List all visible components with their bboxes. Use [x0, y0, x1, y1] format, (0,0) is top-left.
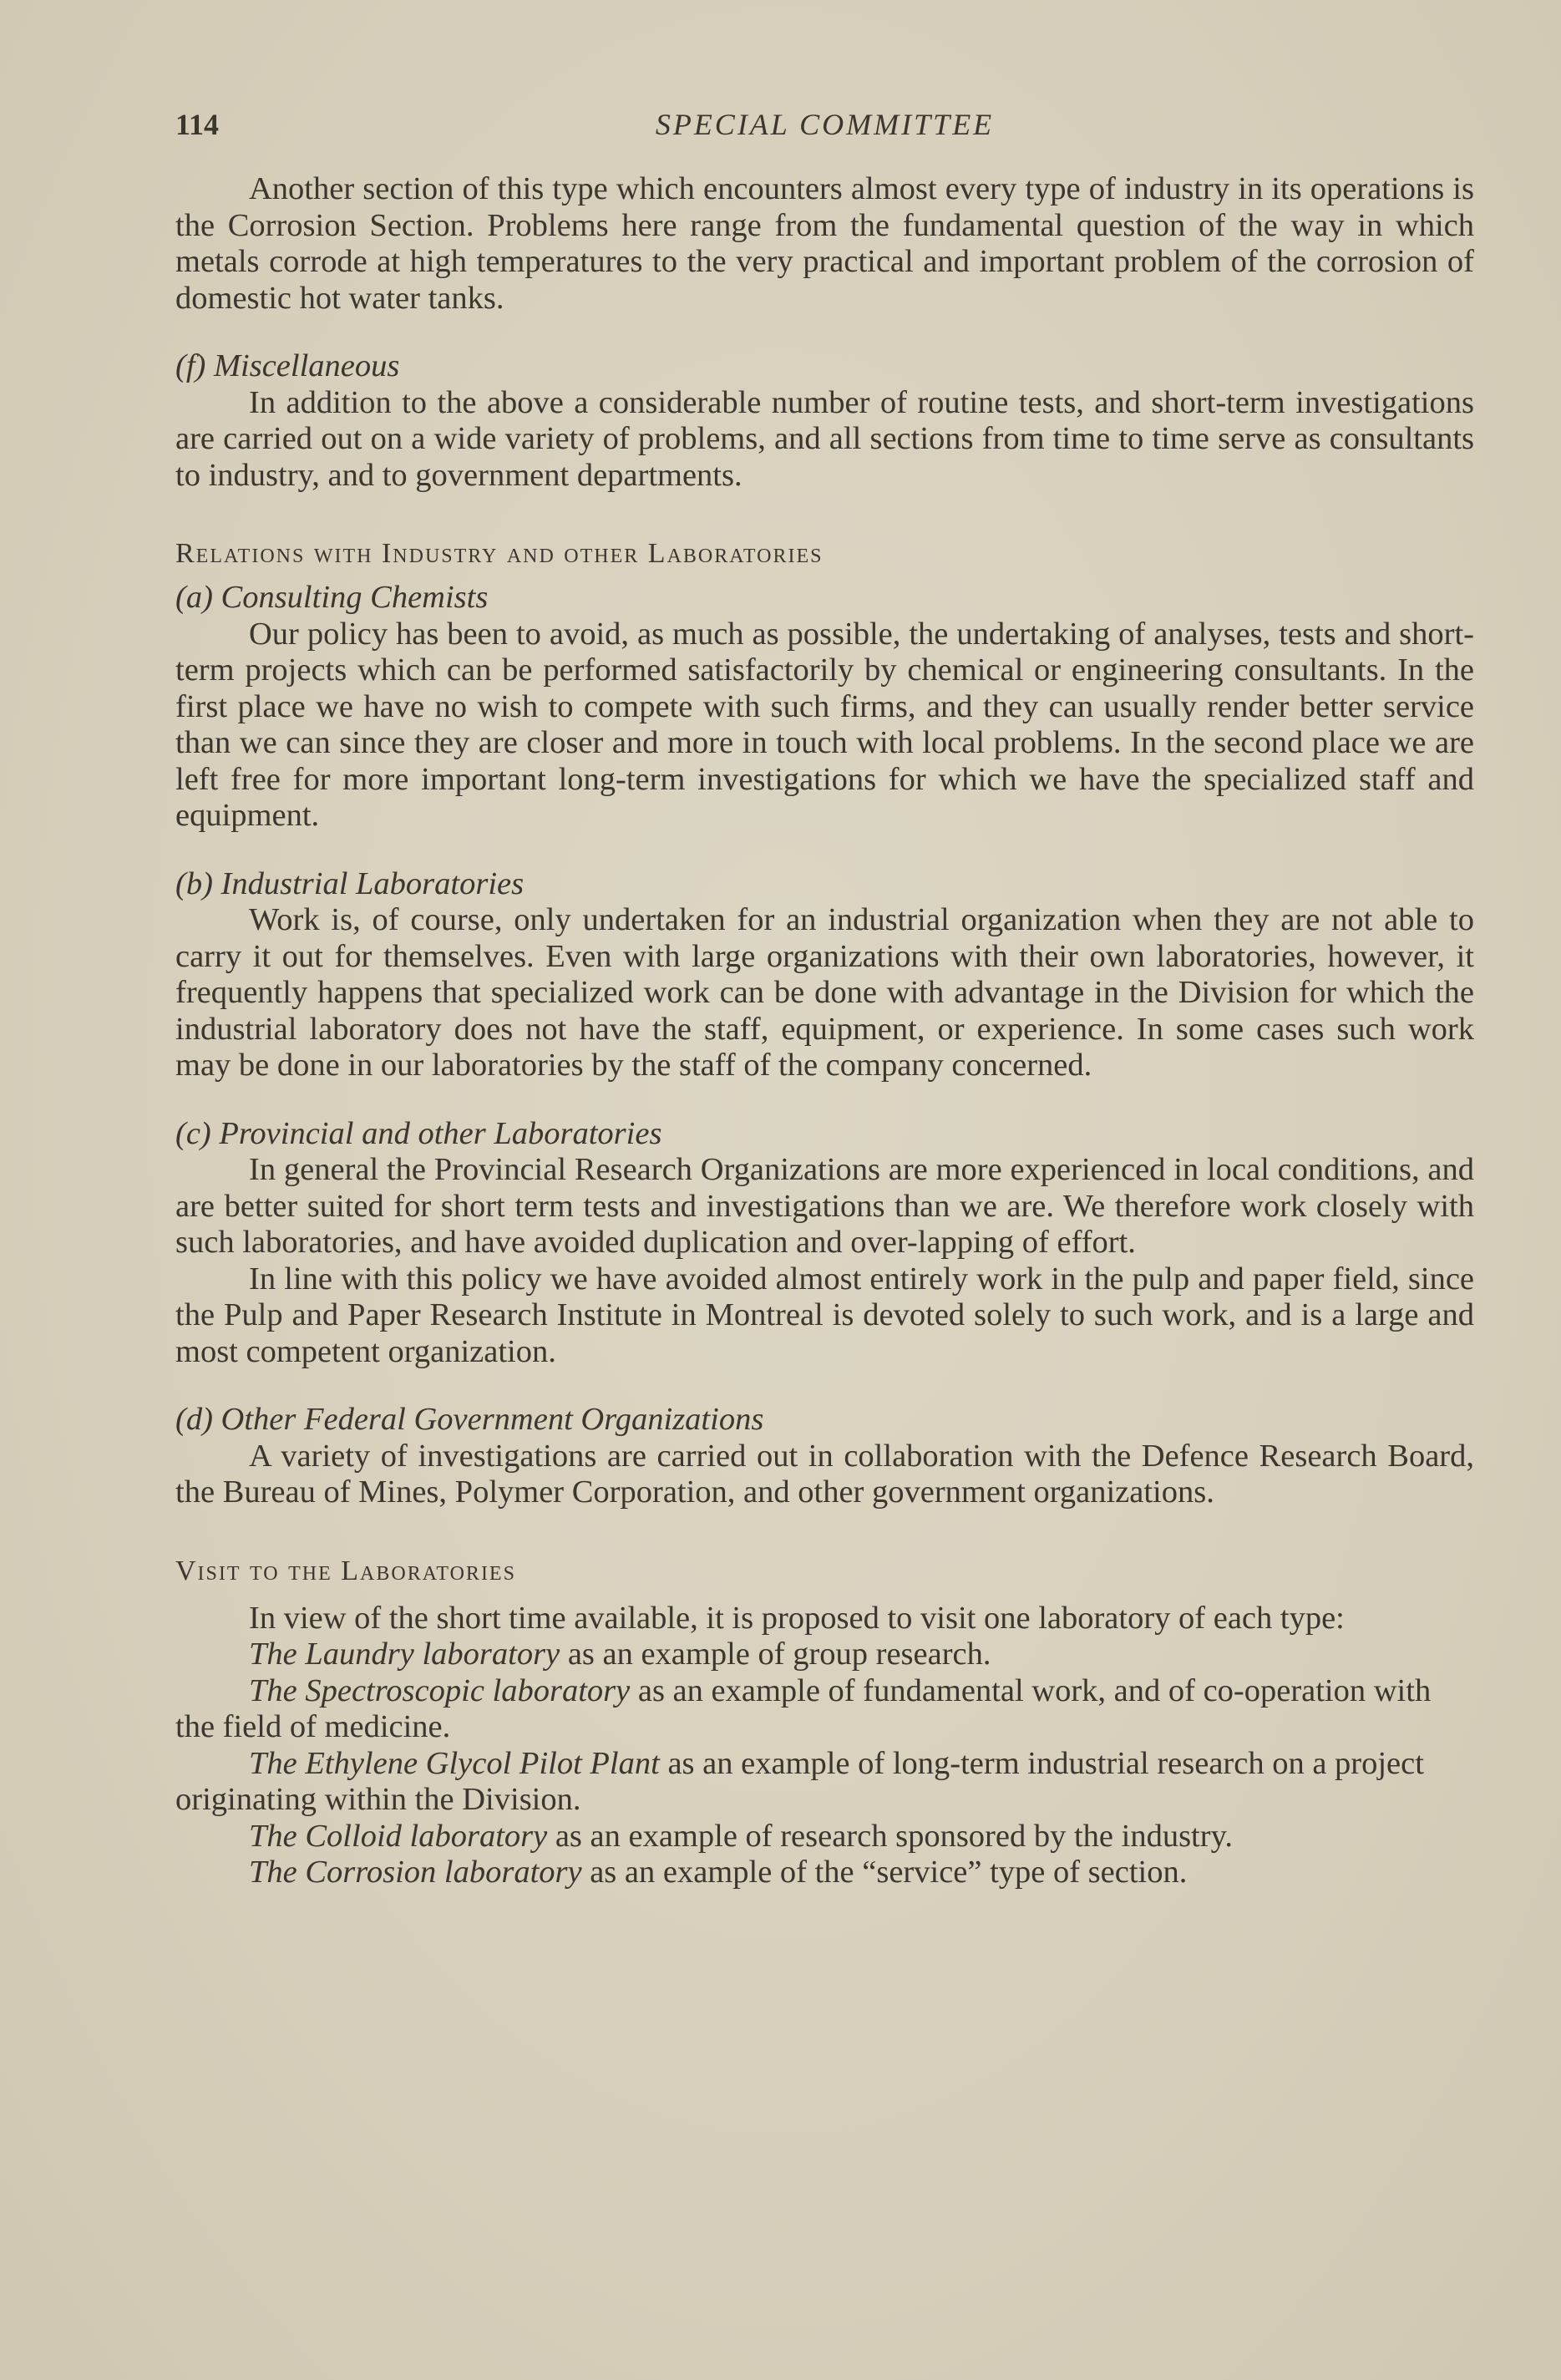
corrosion-paragraph: Another section of this type which encounters almost every type of industry in its operations is the Corrosion Section. Problems here range from the fundamental question of the way in which metals corrode at high temperatures to the very practical and important problem of the corrosion of domestic hot water tanks. [175, 171, 1474, 316]
federal-organizations-heading: (d) Other Federal Government Organizations [175, 1402, 764, 1437]
page-header [175, 107, 1474, 149]
lab-name: The Ethylene Glycol Pilot Plant [249, 1745, 660, 1781]
visit-list-item [175, 1637, 1474, 1673]
lab-description: as an example of the “service” type of section. [581, 1855, 1188, 1890]
page-number: 114 [175, 108, 220, 141]
provincial-laboratories-heading: (c) Provincial and other Laboratories [175, 1115, 662, 1151]
relations-section-heading: Relations with Industry and other Laboratories [175, 538, 824, 569]
industrial-laboratories-paragraph: Work is, of course, only undertaken for an industrial organization when they are not able to carry it out for themselves. Even with large organizations with their own laboratories, however, it frequently happens that specialized work can be done with advantage in the Division for which the industrial laboratory does not have the staff, equipment, or experience. In some cases such work may be done in our laboratories by the staff of the company concerned. [175, 902, 1474, 1083]
lab-description: as an example of fundamental work, and of co-operation with the field of medicine. [175, 1672, 1432, 1744]
visit-intro-paragraph: In view of the short time available, it is proposed to visit one laboratory of each type: [249, 1600, 1345, 1636]
provincial-laboratories-paragraph: In general the Provincial Research Organizations are more experienced in local conditions, and are better suited for short term tests and investigations than we are. We therefore work closely with such laboratories, and have avoided duplication and over-lapping of effort. [175, 1152, 1474, 1260]
lab-description: as an example of long-term industrial research on a project originating within the Division. [175, 1745, 1424, 1817]
visit-list-item [175, 1855, 1474, 1891]
lab-description: as an example of group research. [560, 1637, 991, 1672]
industrial-laboratories-heading: (b) Industrial Laboratories [175, 865, 525, 901]
visit-section-heading: Visit to the Laboratories [175, 1555, 516, 1586]
miscellaneous-paragraph: In addition to the above a considerable number of routine tests, and short-term investigations are carried out on a wide variety of problems, and all sections from time to time serve as consultants to industry, and to government departments. [175, 384, 1474, 493]
running-head: SPECIAL COMMITTEE [655, 108, 995, 141]
lab-name: The Colloid laboratory [249, 1818, 548, 1854]
visit-list-item [175, 1746, 1474, 1819]
lab-description: as an example of research sponsored by the industry. [547, 1818, 1233, 1854]
miscellaneous-heading: (f) Miscellaneous [175, 348, 400, 383]
visit-list-item [175, 1673, 1474, 1746]
page-body [175, 171, 1474, 1891]
visit-list-item [175, 1819, 1474, 1855]
federal-organizations-paragraph: A variety of investigations are carried out in collaboration with the Defence Research Board, the Bureau of Mines, Polymer Corporation, and other government organizations. [175, 1438, 1474, 1510]
consulting-chemists-heading: (a) Consulting Chemists [175, 580, 489, 615]
lab-name: The Spectroscopic laboratory [249, 1672, 631, 1708]
lab-name: The Laundry laboratory [249, 1637, 560, 1672]
lab-name: The Corrosion laboratory [249, 1855, 582, 1890]
pulp-paper-paragraph: In line with this policy we have avoided almost entirely work in the pulp and paper field, since the Pulp and Paper Research Institute in Montreal is devoted solely to such work, and is a large and most competent organization. [175, 1261, 1474, 1369]
consulting-chemists-paragraph: Our policy has been to avoid, as much as possible, the undertaking of analyses, tests and short-term projects which can be performed satisfactorily by chemical or engineering consultants. In the first place we have no wish to compete with such firms, and they can usually render better service than we can since they are closer and more in touch with local problems. In the second place we are left free for more important long-term investigations for which we have the specialized staff and equipment. [175, 616, 1474, 833]
